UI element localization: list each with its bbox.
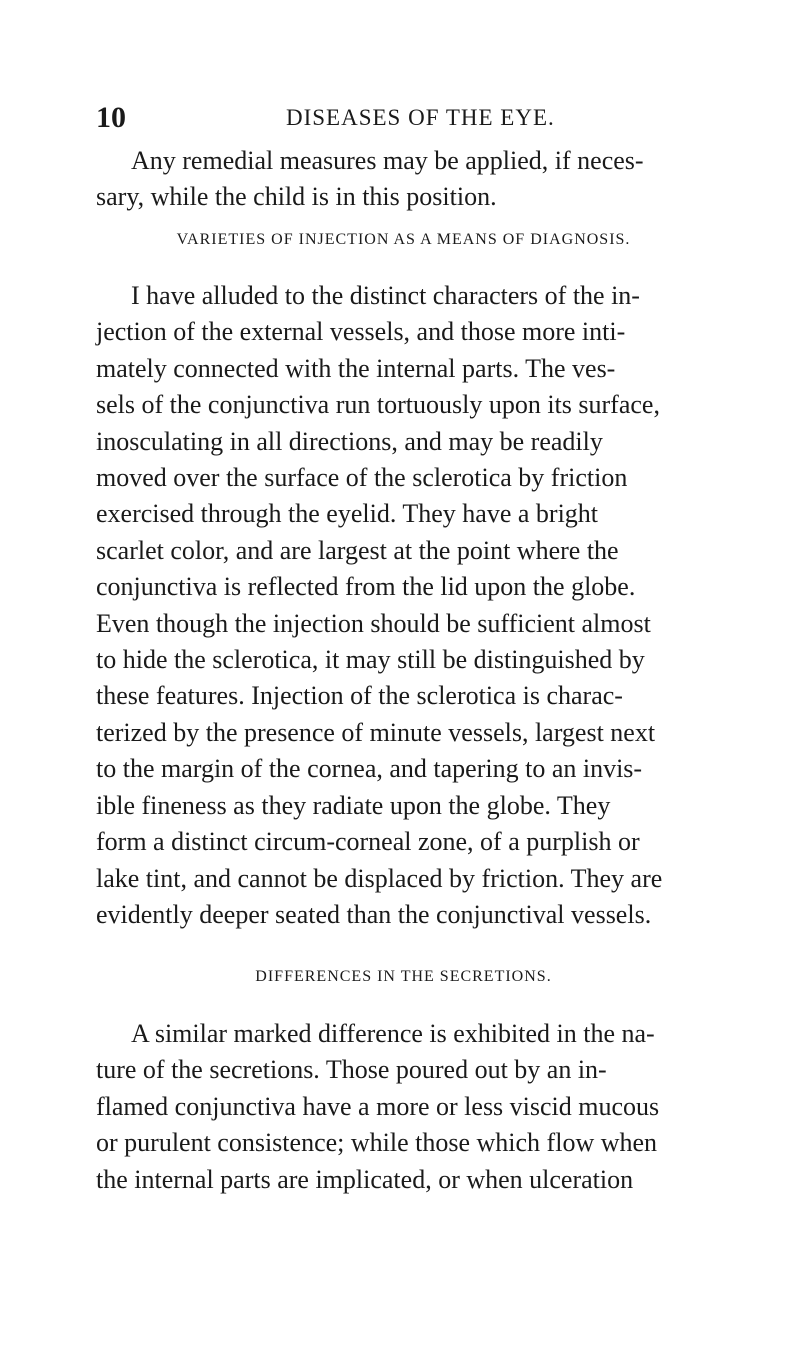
section-heading-differences-in-secretions: DIFFERENCES IN THE SECRETIONS. <box>255 968 552 985</box>
text-line: jection of the external vessels, and those more inti- <box>96 317 626 347</box>
text-line: Any remedial measures may be applied, if neces- <box>131 146 644 175</box>
text-line: the internal parts are implicated, or when ulceration <box>96 1164 634 1194</box>
text-line: these features. Injection of the sclerotica is charac- <box>96 681 623 711</box>
text-line: exercised through the eyelid. They have a bright <box>96 499 599 529</box>
paragraph-secretions <box>96 1016 711 1198</box>
text-line: or purulent consistence; while those which flow when <box>96 1128 658 1158</box>
text-line: A similar marked difference is exhibited in the na- <box>131 1019 655 1048</box>
running-head <box>96 100 704 136</box>
text-line: form a distinct circum-corneal zone, of a purplish or <box>96 827 640 857</box>
text-line: sels of the conjunctiva run tortuously upon its surface, <box>96 390 660 420</box>
running-title: DISEASES OF THE EYE. <box>286 105 555 130</box>
text-line: moved over the surface of the sclerotica by friction <box>96 463 628 493</box>
text-line: Even though the injection should be sufficient almost <box>96 608 651 638</box>
text-line: to hide the sclerotica, it may still be distinguished by <box>96 645 645 675</box>
paragraph-remedial-measures <box>96 143 711 216</box>
text-line: ture of the secretions. Those poured out by an in- <box>96 1055 607 1085</box>
text-line: terized by the presence of minute vessels, largest next <box>96 717 656 747</box>
text-line: ible fineness as they radiate upon the globe. They <box>96 790 611 820</box>
text-line: scarlet color, and are largest at the point where the <box>96 535 619 565</box>
section-heading-varieties-of-injection: VARIETIES OF INJECTION AS A MEANS OF DIAGNOSIS. <box>176 231 631 248</box>
text-line: sary, while the child is in this position. <box>96 182 497 212</box>
paragraph-injection-characters <box>96 278 711 933</box>
page-number: 10 <box>96 101 126 134</box>
text-line: to the margin of the cornea, and tapering to an invis- <box>96 754 643 784</box>
text-line: conjunctiva is reflected from the lid upon the globe. <box>96 572 636 602</box>
text-line: mately connected with the internal parts. The ves- <box>96 353 616 383</box>
text-line: lake tint, and cannot be displaced by friction. They are <box>96 863 663 893</box>
text-line: evidently deeper seated than the conjunctival vessels. <box>96 899 652 929</box>
text-line: inosculating in all directions, and may be readily <box>96 426 603 456</box>
text-line: I have alluded to the distinct characters of the in- <box>131 281 640 310</box>
text-line: flamed conjunctiva have a more or less viscid mucous <box>96 1091 660 1121</box>
